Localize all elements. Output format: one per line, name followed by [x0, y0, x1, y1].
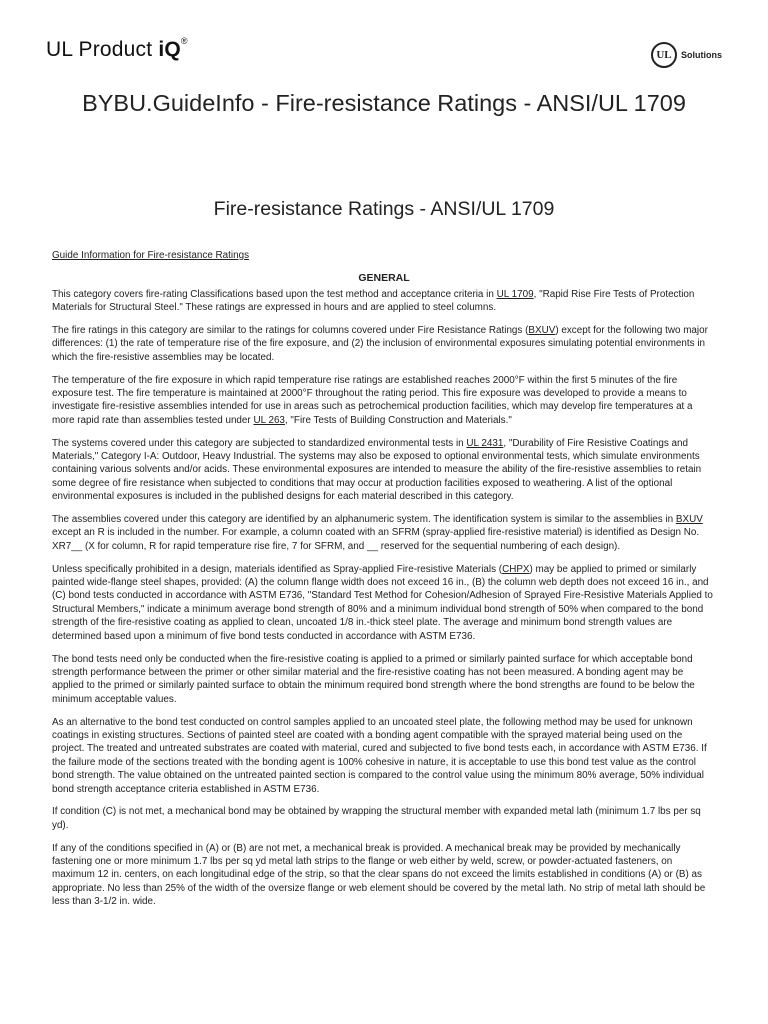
ul-logo-word: Solutions [681, 50, 722, 60]
text: The assemblies covered under this category are identified by an alphanumeric system. The identification system is similar to the assemblies in [52, 514, 676, 526]
paragraph-2 [52, 324, 716, 364]
ul-mark-icon: UL [651, 42, 677, 68]
bxuv-link[interactable]: BXUV [528, 325, 556, 337]
paragraph-1 [52, 288, 716, 315]
ul-1709-link[interactable]: UL 1709 [496, 288, 534, 300]
ul-solutions-logo [651, 42, 722, 68]
paragraph-9: If condition (C) is not met, a mechanical bond may be obtained by wrapping the structural member with expanded metal lath (minimum 1.7 lbs per sq yd). [52, 806, 701, 831]
ul-2431-link[interactable]: UL 2431 [466, 437, 504, 449]
brand-logo[interactable] [46, 38, 188, 62]
text: Unless specifically prohibited in a design, materials identified as Spray-applied Fire-resistive Materials ( [52, 563, 503, 575]
chpx-link[interactable]: CHPX [502, 563, 530, 575]
guide-info-link[interactable]: Guide Information for Fire-resistance Ratings [52, 250, 250, 261]
text: The systems covered under this category are subjected to standardized environmental tests in [52, 437, 467, 449]
paragraph-7: The bond tests need only be conducted when the fire-resistive coating is applied to a primed or similarly painted surface for which acceptable bond strength performance between the primer or other similar material and the fire-resistive coating has not been measured. A bonding agent may be applied to the primed or similarly painted surface to obtain the minimum required bond strength where the bond strengths are found to be below the minimum acceptable values. [52, 653, 695, 705]
text: ) except for the following two major differences: (1) the rate of temperature rise of the fire exposure, and (2) the inclusion of environmental exposures simulating potential environments in which the fire-resistive assemblies may be located. [52, 325, 708, 363]
paragraph-5 [52, 513, 716, 553]
text: ) may be applied to primed or similarly painted wide-flange steel shapes, provided: (A) the column flange width does not exceed 16 in., (B) the column web depth does not exceed 16 in., and (C) bond tests conducted in accordance with ASTM E736, "Standard Test Method for Cohesion/Adhesion of Sprayed Fire-Resistive Materials Applied to Structural Members," indicate a minimum average bond strength of 80% and a minimum individual bond strength of 50% when compared to the bond strength of the fire-resistive coating as applied to clean, uncoated 1/8 in.-thick steel plate. The average and minimum bond strength values are determined based upon a minimum of five bond tests conducted in accordance with ASTM E736. [52, 563, 713, 642]
document-subtitle: Fire-resistance Ratings - ANSI/UL 1709 [213, 198, 555, 220]
document-title: BYBU.GuideInfo - Fire-resistance Ratings - ANSI/UL 1709 [82, 90, 686, 116]
text: The temperature of the fire exposure in which rapid temperature rise ratings are established reaches 2000°F within the first 5 minutes of the fire exposure test. The fire temperature is maintained at 2000°F throughout the rating period. This fire exposure was developed to provide a means to investigate fire-resistive assemblies intended for use in areas such as petrochemical production facilities, which may develop fire temperatures at a more rapid rate than assemblies tested under [52, 374, 693, 426]
paragraph-10: If any of the conditions specified in (A) or (B) are not met, a mechanical break is provided. A mechanical break may be provided by mechanically fastening one or more minimum 1.7 lbs per sq yd metal lath strips to the flange or web either by weld, screw, or powder-actuated fasteners, on maximum 12 in. centers, on each longitudinal edge of the strip, so that the clear spans do not exceed the limits established in conditions (A) or (B) as appropriate. No less than 25% of the width of the oversize flange or web element should be covered by the metal lath. No strip of metal lath should be less than 3-1/2 in. wide. [52, 842, 706, 908]
paragraph-6 [52, 563, 716, 643]
bxuv-link[interactable]: BXUV [675, 514, 703, 526]
paragraph-4 [52, 437, 716, 504]
paragraph-8: As an alternative to the bond test conducted on control samples applied to an uncoated steel plate, the following method may be used for unknown coatings in existing structures. Sections of painted steel are coated with a bonding agent compatible with the sprayed material being used on the project. The treated and untreated substrates are coated with material, cured and subjected to five bond tests each, in accordance with ASTM E736. If the failure mode of the sections treated with the bonding agent is 100% cohesive in nature, it is acceptable to use this bond test value as the control bond strength. The value obtained on the untreated painted section is compared to the control value using the minimum 80% average, 50% individual bond strength acceptance criteria established in ASTM E736. [52, 716, 707, 795]
ul-263-link[interactable]: UL 263 [253, 414, 285, 426]
section-heading: GENERAL [358, 272, 410, 285]
text: This category covers fire-rating Classifications based upon the test method and acceptance criteria in [52, 288, 497, 300]
page-header [46, 38, 722, 68]
brand-prefix: UL Product [46, 38, 159, 61]
text: , "Durability of Fire Resistive Coatings and Materials," Category I-A: Outdoor, Heavy Industrial. The systems may also be exposed to optional environmental tests, which simulate environments containing various solvents and/or acids. These environmental exposures are intended to measure the ability of the fire-resistive assemblies to retain some degree of fire resistance when subjected to conditions that may occur at production facilities exposed to weathering. A list of the optional environmental exposures is included in the published designs for each material described in this category. [52, 437, 702, 503]
brand-registered: ® [180, 36, 188, 46]
brand-bold: iQ [158, 38, 181, 61]
text: , "Rapid Rise Fire Tests of Protection Materials for Structural Steel." These ratings are expressed in hours and are applied to steel columns. [52, 288, 695, 314]
text: , "Fire Tests of Building Construction and Materials." [284, 414, 512, 426]
text: The fire ratings in this category are similar to the ratings for columns covered under Fire Resistance Ratings ( [52, 325, 529, 337]
document-body [52, 249, 716, 918]
paragraph-3 [52, 374, 716, 428]
text: except an R is included in the number. For example, a column coated with an SFRM (spray-applied fire-resistive material) is identified as Design No. XR7__ (X for column, R for rapid temperature rise fire, 7 for SFRM, and __ reserved for the sequential numbering of each design). [52, 527, 700, 552]
